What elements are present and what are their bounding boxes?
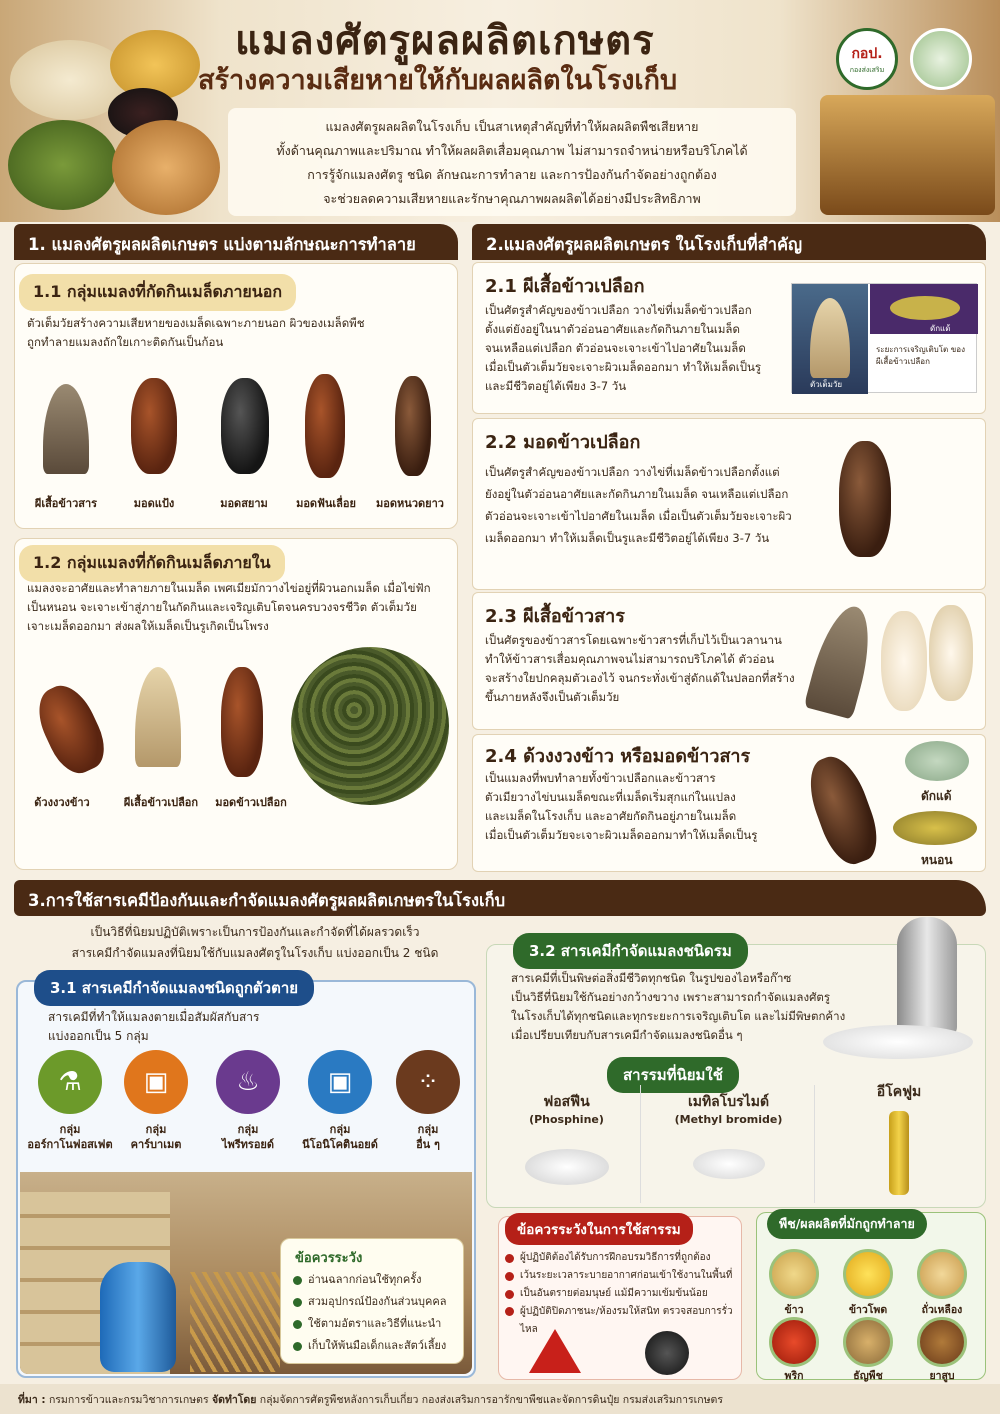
insect-caption: ผีเสื้อข้าวเปลือก [123, 796, 199, 809]
caption-line: กลุ่ม [329, 1123, 351, 1136]
pest-desc [485, 631, 825, 707]
desc-line: ทำให้ข้าวสารเสื่อมคุณภาพจนไม่สามารถบริโภคได้ ตัวอ่อน [485, 652, 775, 666]
header [0, 0, 1000, 222]
insect-caption: มอดแป้ง [133, 497, 175, 510]
caution-list [293, 1269, 447, 1357]
contact-insecticide-panel [16, 980, 476, 1378]
mungbean-bowl-image [8, 120, 118, 210]
ministry-emblem-logo [910, 28, 972, 90]
group2-panel [14, 538, 458, 870]
made-by-text: กลุ่มจัดการศัตรูพืชหลังการเก็บเกี่ยว กองส่งเสริมการอารักขาพืชและจัดการดินปุ๋ย กรมส่งเสริมการเกษตร [259, 1394, 723, 1406]
caution-item [293, 1335, 447, 1357]
desc-line: เป็นศัตรูสำคัญของข้าวเปลือก วางไข่ที่เมล็ดข้าวเปลือก [485, 303, 752, 317]
desc-line: เมล็ดออกมา ทำให้เมล็ดเป็นรูและมีชีวิตอยู่ได้เพียง 3-7 วัน [485, 531, 770, 545]
pest-card-2-2 [472, 418, 986, 590]
intro-line: ทั้งด้านคุณภาพและปริมาณ ทำให้ผลผลิตเสื่อมคุณภาพ ไม่สามารถจำหน่ายหรือบริโภคได้ [276, 143, 748, 158]
warning-text: เว้นระยะเวลาระบายอากาศก่อนเข้าใช้งานในพื้นที่ [520, 1270, 733, 1281]
desc-line: เป็นศัตรูสำคัญของข้าวเปลือก วางไข่ที่เมล็ดข้าวเปลือกตั้งแต่ [485, 465, 780, 479]
pest-card-2-4 [472, 734, 986, 872]
fumigant-item [493, 1085, 641, 1203]
fumigant-name: ฟอสฟีน [543, 1094, 590, 1110]
photo-label: ตัวเต็มวัย [810, 380, 843, 389]
fumigant-en: (Phosphine) [529, 1113, 604, 1126]
desc-line: เป็นแมลงที่พบทำลายทั้งข้าวเปลือกและข้าวสาร [485, 771, 716, 785]
gas-cylinder-image [897, 917, 957, 1037]
group-caption [290, 1122, 390, 1152]
bottle-icon: ▣ [308, 1050, 372, 1114]
caption-line: กลุ่ม [59, 1123, 81, 1136]
pest-title: 2.1 ผีเสื้อข้าวเปลือก [485, 276, 645, 297]
infested-grain-image [291, 647, 449, 805]
desc-line: เป็นหนอน จะเจาะเข้าสู่ภายในกัดกินและเจริญเติบโตจนครบวงจรชีวิต ตัวเต็มวัย [27, 600, 417, 614]
pest-desc [485, 461, 815, 549]
group1-title: 1.1 กลุ่มแมลงที่กัดกินเมล็ดภายนอก [19, 274, 296, 311]
warning-item [505, 1285, 741, 1303]
footer [0, 1384, 1000, 1414]
damaged-crops-panel [756, 1212, 986, 1380]
caution-text: อ่านฉลากก่อนใช้ทุกครั้ง [308, 1273, 422, 1286]
pupa-shape [890, 296, 960, 320]
corn-crop-image [843, 1249, 893, 1299]
fumigant-name: อีโคฟูม [876, 1084, 922, 1100]
caption-line: กลุ่ม [145, 1123, 167, 1136]
lesser-grain-borer-image [839, 441, 891, 557]
tablets-image [823, 1025, 973, 1059]
longhorn-beetle-image [395, 376, 431, 476]
warning-triangle-icon [529, 1329, 581, 1373]
desc-line: เป็นวิธีที่นิยมใช้กันอย่างกว้างขวาง เพราะสามารถกำจัดแมลงศัตรู [511, 990, 831, 1004]
pest-desc [485, 301, 785, 396]
siamese-beetle-image [221, 378, 269, 474]
popular-fumigants-title: สารรมที่นิยมใช้ [607, 1057, 739, 1093]
logo-subtext: กองส่งเสริม [849, 65, 885, 74]
desc-line: ตั้งแต่ยังอยู่ในนาตัวอ่อนอาศัยและกัดกินภายในเมล็ด [485, 322, 740, 336]
page-subtitle: สร้างความเสียหายให้กับผลผลิตในโรงเก็บ [198, 65, 678, 96]
crop-caption: ถั่วเหลือง [921, 1304, 963, 1316]
group-caption [20, 1122, 120, 1152]
desc-line: ขึ้นภายหลังจึงเป็นตัวเต็มวัย [485, 690, 620, 704]
group2-desc [27, 579, 455, 636]
caption-line: กลุ่ม [417, 1123, 439, 1136]
flour-beetle-image [131, 378, 177, 474]
section32-desc [511, 969, 851, 1045]
spray-icon: ♨ [216, 1050, 280, 1114]
desc-line: แมลงจะอาศัยและทำลายภายในเมล็ด เพศเมียมักวางไข่อยู่ที่ผิวนอกเมล็ด เมื่อไข่ฟัก [27, 581, 431, 595]
group1-panel [14, 263, 458, 529]
caution-text: สวมอุปกรณ์ป้องกันส่วนบุคคล [308, 1295, 447, 1308]
tobacco-crop-image [917, 1317, 967, 1367]
warning-text: ผู้ปฏิบัติต้องได้รับการฝึกอบรมวิธีการที่ถูกต้อง [520, 1252, 711, 1263]
desc-line: สารเคมีที่เป็นพิษต่อสิ่งมีชีวิตทุกชนิด ในรูปของไอหรือก๊าซ [511, 971, 792, 985]
section3-title: 3.การใช้สารเคมีป้องกันและกำจัดแมลงศัตรูผลผลิตเกษตรในโรงเก็บ [14, 880, 986, 916]
desc-line: เมื่อเป็นตัวเต็มวัยจะเจาะผิวเมล็ดออกมาทำให้เมล็ดเป็นรู [485, 828, 758, 842]
pest-card-2-3 [472, 592, 986, 730]
warning-text: ผู้ปฏิบัติปิดภาชนะ/ห้องรมให้สนิท ตรวจสอบการรั่วไหล [520, 1306, 733, 1335]
caption-line: ไพรีทรอยด์ [221, 1138, 275, 1151]
sawtoothed-beetle-image [305, 374, 345, 478]
adult-moth-image [792, 284, 868, 394]
desc-line: และมีชีวิตอยู่ได้เพียง 3-7 วัน [485, 379, 627, 393]
group1-desc [27, 314, 447, 352]
intro-line: การรู้จักแมลงศัตรู ชนิด ลักษณะการทำลาย และการป้องกันกำจัดอย่างถูกต้อง [307, 167, 717, 182]
warning-text: เป็นอันตรายต่อมนุษย์ แม้มีความเข้มข้นน้อย [520, 1288, 708, 1299]
insect-caption: มอดหนวดยาว [376, 497, 444, 510]
caption-line: อื่น ๆ [416, 1138, 440, 1151]
doae-logo [836, 28, 898, 90]
desc-line: ตัวเต็มวัยสร้างความเสียหายของเมล็ดเฉพาะภายนอก ผิวของเมล็ดพืช [27, 316, 365, 330]
caption-line: กลุ่ม [237, 1123, 259, 1136]
insect-caption: มอดฟันเลื่อย [296, 497, 356, 510]
rice-weevil-image [28, 677, 113, 781]
insect-caption: มอดสยาม [220, 497, 268, 510]
fumigant-item [643, 1085, 815, 1203]
intro-line: จะช่วยลดความเสียหายและรักษาคุณภาพผลผลิตได้อย่างมีประสิทธิภาพ [323, 191, 701, 206]
desc-line: จนเหลือแต่เปลือก ตัวอ่อนจะเจาะเข้าไปอาศัยในเมล็ด [485, 341, 746, 355]
flask-icon: ⚗ [38, 1050, 102, 1114]
intro-line: สารเคมีกำจัดแมลงที่นิยมใช้กับแมลงศัตรูในโรงเก็บ แบ่งออกเป็น 2 ชนิด [71, 946, 439, 960]
group-caption [378, 1122, 478, 1152]
methyl-bromide-image [693, 1149, 765, 1179]
crop-caption: ยาสูบ [929, 1370, 955, 1382]
group-caption [198, 1122, 298, 1152]
caution-text: ใช้ตามอัตราและวิธีที่แนะนำ [308, 1317, 442, 1330]
pupa-label: ดักแด้ [921, 789, 952, 803]
intro-line: แมลงศัตรูผลผลิตในโรงเก็บ เป็นสาเหตุสำคัญที่ทำให้ผลผลิตพืชเสียหาย [325, 119, 699, 134]
desc-line: เป็นศัตรูของข้าวสารโดยเฉพาะข้าวสารที่เก็บไว้เป็นเวลานาน [485, 633, 782, 647]
pest-desc [485, 769, 805, 845]
desc-line: ตัวเมียวางไข่บนเมล็ดขณะที่เมล็ดเริ่มสุกแก่ในแปลง [485, 790, 736, 804]
fumigant-panel [486, 944, 986, 1208]
section1-title: 1. แมลงศัตรูผลผลิตเกษตร แบ่งตามลักษณะการทำลาย [14, 224, 458, 260]
caption-line: คาร์บาเมต [130, 1138, 182, 1151]
crop-caption: พริก [784, 1370, 804, 1382]
lifecycle-photo [791, 283, 977, 393]
fumigant-name: เมทิลโบรไมด์ [687, 1094, 770, 1110]
rice-crop-image [769, 1249, 819, 1299]
section31-title: 3.1 สารเคมีกำจัดแมลงชนิดถูกตัวตาย [34, 970, 314, 1006]
group-caption [106, 1122, 206, 1152]
caution-item [293, 1291, 447, 1313]
pupa-image [905, 741, 969, 781]
group2-title: 1.2 กลุ่มแมลงที่กัดกินเมล็ดภายใน [19, 545, 285, 582]
section2-title: 2.แมลงศัตรูผลผลิตเกษตร ในโรงเก็บที่สำคัญ [472, 224, 986, 260]
wheat-image [190, 1272, 280, 1372]
caution-item [293, 1313, 447, 1335]
source-label: ที่มา : [18, 1394, 46, 1406]
caption-line: ออร์กาโนฟอสเฟต [27, 1138, 113, 1151]
warning-item [505, 1267, 741, 1285]
desc-line: และเมล็ดในโรงเก็บ และอาศัยกัดกินอยู่ภายในเมล็ด [485, 809, 737, 823]
section32-title: 3.2 สารเคมีกำจัดแมลงชนิดรม [513, 933, 748, 969]
fumigant-item [817, 1079, 981, 1203]
desc-line: สารเคมีที่ทำให้แมลงตายเมื่อสัมผัสกับสาร [48, 1010, 260, 1024]
desc-line: เมื่อเปรียบเทียบกับสารเคมีกำจัดแมลงชนิดอื่น ๆ [511, 1028, 743, 1042]
larva-image [893, 811, 977, 845]
webbed-rice-image [881, 611, 927, 711]
pupa-image [870, 284, 978, 334]
caption-line: นีโอนิโคตินอยด์ [302, 1138, 378, 1151]
grain-crate-image [820, 95, 995, 215]
chili-crop-image [769, 1317, 819, 1367]
dots-icon: ⁘ [396, 1050, 460, 1114]
desc-line: เมื่อเป็นตัวเต็มวัยจะเจาะผิวเมล็ดออกมา ทำให้เมล็ดเป็นรู [485, 360, 762, 374]
soybean-crop-image [917, 1249, 967, 1299]
desc-line: ตัวอ่อนจะเจาะเข้าไปอาศัยในเมล็ด เมื่อเป็นตัวเต็มวัยจะเจาะผิว [485, 509, 792, 523]
logo-text: กอป. [851, 45, 883, 62]
phosphine-tablets-image [525, 1149, 609, 1185]
desc-line: ในโรงเก็บได้ทุกชนิดและทุกระยะการเจริญเติบโต และไม่มีพิษตกค้าง [511, 1009, 846, 1023]
peanut-bowl-image [112, 120, 220, 215]
intro-box [228, 108, 796, 216]
desc-line: เจาะเมล็ดออกมา ส่งผลให้เมล็ดเป็นรูเกิดเป็นโพรง [27, 619, 269, 633]
caution-item [293, 1269, 447, 1291]
warning-title: ข้อควรระวังในการใช้สารรม [505, 1213, 693, 1245]
moth-shape [810, 298, 850, 378]
crop-caption: ข้าวโพด [848, 1304, 888, 1316]
crop-caption: ข้าว [784, 1304, 804, 1316]
photo-label: ดักแด้ [930, 324, 951, 333]
section3-intro [30, 922, 480, 964]
intro-line: เป็นวิธีที่นิยมปฏิบัติเพราะเป็นการป้องกันและกำจัดที่ได้ผลรวดเร็ว [90, 925, 420, 939]
pest-title: 2.4 ด้วงงวงข้าว หรือมอดข้าวสาร [485, 746, 751, 767]
caution-text: เก็บให้พ้นมือเด็กและสัตว์เลี้ยง [308, 1339, 447, 1352]
rice-moth-image [43, 384, 89, 474]
caution-box [280, 1238, 464, 1364]
lesser-grain-borer-image [221, 667, 263, 777]
page-title: แมลงศัตรูผลผลิตเกษตร [235, 18, 655, 64]
section31-desc [48, 1008, 260, 1046]
gas-mask-icon [645, 1331, 689, 1375]
source-text: กรมการข้าวและกรมวิชาการเกษตร [48, 1394, 209, 1406]
pest-title: 2.3 ผีเสื้อข้าวสาร [485, 606, 625, 627]
desc-line: ยังอยู่ในตัวอ่อนอาศัยและกัดกินภายในเมล็ด จนเหลือแต่เปลือก [485, 487, 789, 501]
crop-caption: ธัญพืช [853, 1370, 883, 1382]
crops-title: พืช/ผลผลิตที่มักถูกทำลาย [767, 1209, 927, 1239]
fumigant-en: (Methyl bromide) [674, 1113, 783, 1126]
caution-title: ข้อควรระวัง [295, 1251, 363, 1266]
larva-label: หนอน [921, 853, 953, 867]
angoumois-moth-image [135, 667, 181, 767]
warning-item [505, 1249, 741, 1267]
pest-card-2-1 [472, 262, 986, 414]
ecofume-cylinder-image [889, 1111, 909, 1195]
insect-caption: มอดข้าวเปลือก [215, 796, 287, 809]
desc-line: จะสร้างใยปกคลุมตัวเองไว้ จนกระทั่งเข้าสู่ดักแด้ในปลอกที่สร้าง [485, 671, 795, 685]
webbed-rice-image [929, 605, 973, 701]
cereal-crop-image [843, 1317, 893, 1367]
sprayer-bottle-image [100, 1262, 176, 1372]
insect-caption: ผีเสื้อข้าวสาร [34, 497, 98, 510]
made-by-label: จัดทำโดย [211, 1394, 257, 1406]
bottle-icon: ▣ [124, 1050, 188, 1114]
fumigant-warning-panel [498, 1216, 742, 1380]
rice-weevil-image [800, 749, 886, 870]
pest-title: 2.2 มอดข้าวเปลือก [485, 432, 641, 453]
desc-line: แบ่งออกเป็น 5 กลุ่ม [48, 1029, 149, 1043]
insect-caption: ด้วงงวงข้าว [34, 796, 90, 809]
warning-list [505, 1249, 741, 1339]
photo-note: ระยะการเจริญเติบโต ของผีเสื้อข้าวเปลือก [876, 345, 965, 366]
desc-line: ถูกทำลายแมลงถักใยเกาะติดกันเป็นก้อน [27, 335, 224, 349]
